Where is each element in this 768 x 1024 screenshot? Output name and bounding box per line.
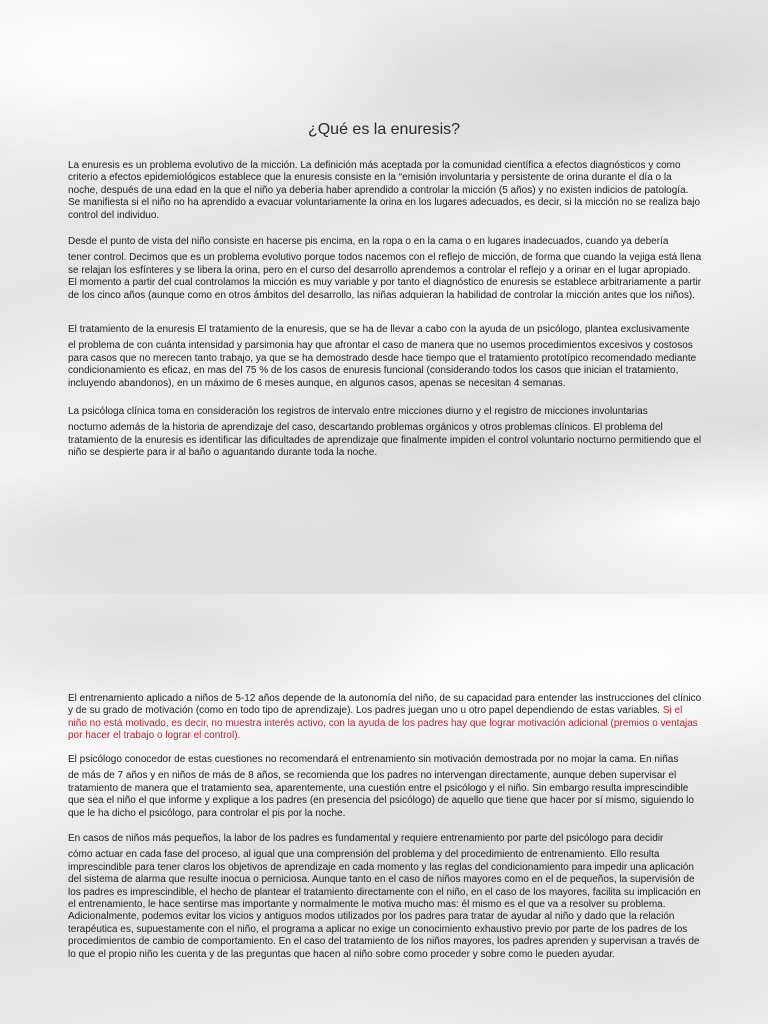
paragraph-text [68,833,702,961]
paragraph-rest: nocturno además de la historia de aprendizaje del caso, descartando problemas orgánicos y otros problemas clínicos. El problema del tratamiento de la enuresis es identificar las dificultades de aprendizaje que finalmente impiden el control voluntario nocturno permitiendo que el niño se despierte para ir al baño o aguantando durante toda la noche. [68,422,702,459]
paragraph-child-view [68,236,702,302]
paragraph-rest: el problema de con cuánta intensidad y parsimonia hay que afrontar el caso de manera que no usemos procedimientos excesivos y costosos para casos que no merecen tanto trabajo, ya que se ha demostrado desde hace tiempo que el tratamiento prototípico recomendado mediante condicionamiento es eficaz, en mas del 75 % de los casos de enuresis funcional (considerando todos los casos que inician el tratamiento, incluyendo abandonos), en un máximo de 6 meses aunque, en algunos casos, apenas se necesitan 4 semanas. [68,340,697,389]
paragraph-text [68,754,702,820]
paragraph-psychologist [68,754,702,820]
paragraph-text [68,406,702,460]
page-title: ¿Qué es la enuresis? [307,121,461,138]
paragraph-first-line: El tratamiento de la enuresis El tratamiento de la enuresis, que se ha de llevar a cabo con la ayuda de un psicólogo, plantea exclusivamente [68,324,690,335]
paragraph-first-line: En casos de niños más pequeños, la labor de los padres es fundamental y requiere entrenamiento por parte del psicólogo para decidir [68,833,664,844]
paragraph-text [68,324,702,390]
paragraph-rest: tener control. Decimos que es un problema evolutivo porque todos nacemos con el reflejo de micción, de forma que cuando la vejiga está llena se relajan los esfínteres y se libera la orina, pero en el curso del desarrollo aprendemos a controlar el reflejo y a orinar en el lugar apropiado. El momento a partir del cual controlamos la micción es muy variable y por tanto el diagnóstico de enuresis se establece arbitrariamente a partir de los cinco años (aunque como en otros ámbitos del desarrollo, las niñas adquieran la habilidad de controlar la micción antes que los niños). [68,252,702,301]
paragraph-text: La enuresis es un problema evolutivo de la micción. La definición más aceptada por la comunidad científica a efectos diagnósticos y como criterio a efectos epidemiológicos establece que la enuresis consiste en la “emisión involuntaria y persistente de orina durante el día o la noche, después de una edad en la que el niño ya debería haber aprendido a controlar la micción (5 años) y no existen indicios de patología. Se manifiesta si el niño no ha aprendido a evacuar voluntariamente la orina en los lugares adecuados, es decir, si la micción no se realiza bajo control del individuo. [68,160,701,221]
paragraph-young-children [68,833,702,961]
paragraph-rest: cómo actuar en cada fase del proceso, al igual que una comprensión del problema y del procedimiento de entrenamiento. Ello resulta imprescindible para tener claros los objetivos de aprendizaje en cada momento y las reglas del condicionamiento para impedir una aplicación del sistema de alarma que resulte inocua o perniciosa. Aunque tanto en el caso de niños mayores como en el de pequeños, la supervisión de los padres es imprescindible, el hecho de plantear el tratamiento directamente con el niño, en el caso de los mayores, facilita su implicación en el entrenamiento, le hace sentirse mas importante y normalmente le motiva mucho mas: él mismo es el que va a resolver su problema. Adicionalmente, podemos evitar los vicios y antiguos modos utilizados por los padres para tratar de ayudar al niño y dado que la relación terapéutica es, supuestamente con el niño, el programa a aplicar no exige un conocimiento exhaustivo previo por parte de los padres de los procedimientos de cambio de comportamiento. En el caso del tratamiento de los niños mayores, los padres aprenden y supervisan a través de lo que el propio niño les cuenta y de las preguntas que hacen al niño sobre como proceder y sobre como le pueden ayudar. [68,849,701,960]
paragraph-text [68,693,702,743]
paragraph-first-line: Desde el punto de vista del niño consiste en hacerse pis encima, en la ropa o en la cama o en lugares inadecuados, cuando ya debería [68,236,669,247]
paragraph-body: El entrenamiento aplicado a niños de 5-12 años depende de la autonomía del niño, de su capacidad para entender las instrucciones del clínico y de su grado de motivación (como en todo tipo de aprendizaje). Los padres juegan uno u otro papel dependiendo de estas variables. [68,693,702,717]
paragraph-highlight: Si el niño no está motivado, es decir, no muestra interés activo, con la ayuda de los padres hay que lograr motivación adicional (premios o ventajas por hacer el trabajo o lograr el control). [68,705,698,742]
paragraph-text [68,236,702,302]
paragraph-training [68,693,702,743]
paragraph-definition [68,160,702,222]
paragraph-rest: de más de 7 años y en niños de más de 8 años, se recomienda que los padres no intervengan directamente, aunque deben supervisar el tratamiento de manera que el tratamiento sea, aparentemente, una cuestión entre el psicólogo y el niño. Sin embargo resulta imprescindible que sea el niño el que informe y explique a los padres (en presencia del psicólogo) de aquello que tiene que hacer por sí mismo, siguiendo lo que le ha dicho el psicólogo, para controlar el pis por la noche. [68,770,694,819]
slide-2 [0,594,768,1024]
paragraph-clinical [68,406,702,460]
paragraph-treatment [68,324,702,390]
paragraph-first-line: La psicóloga clínica toma en consideración los registros de intervalo entre micciones diurno y el registro de micciones involuntarias [68,406,648,417]
paragraph-first-line: El psicólogo conocedor de estas cuestiones no recomendará el entrenamiento sin motivación demostrada por no mojar la cama. En niñas [68,754,679,765]
